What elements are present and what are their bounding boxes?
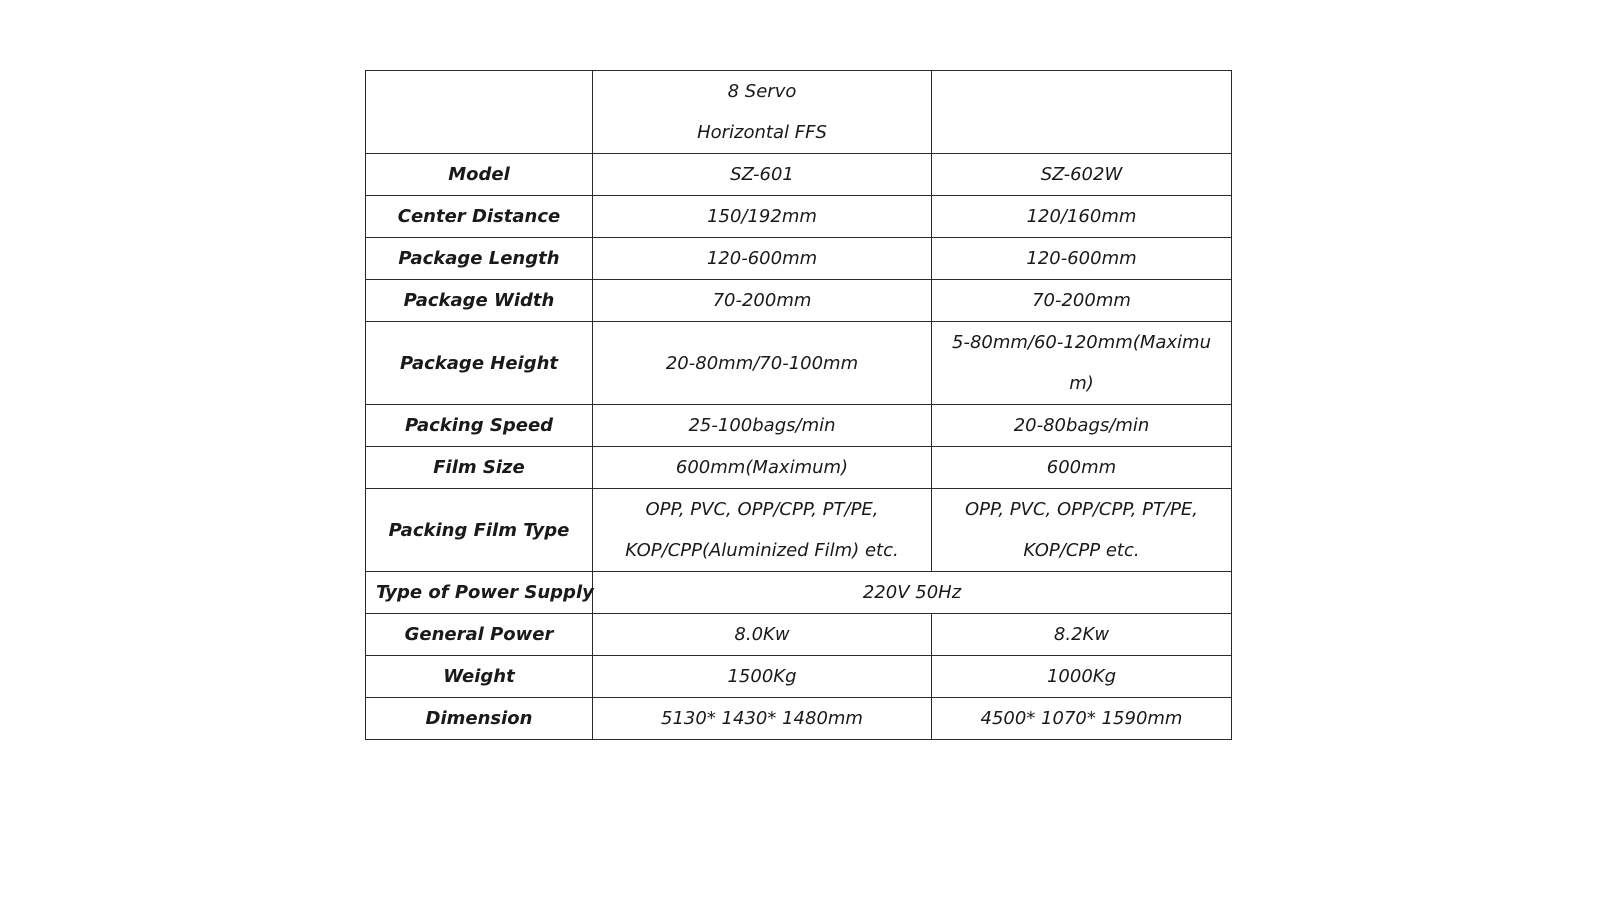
cell-value-merged: 220V 50Hz [593,572,1232,614]
table-row [366,238,1232,280]
cell-value: 70-200mm [593,280,932,322]
cell-line: KOP/CPP(Aluminized Film) etc. [625,540,899,561]
cell-value: 8.0Kw [593,614,932,656]
cell-value [932,489,1232,572]
row-label: Package Height [366,322,593,405]
cell-value: 25-100bags/min [593,405,932,447]
cell-value: 120-600mm [932,238,1232,280]
spec-table [365,70,1232,740]
cell-value: 70-200mm [932,280,1232,322]
row-label: Dimension [366,698,593,740]
cell-value: SZ-602W [932,154,1232,196]
cell-value: 4500* 1070* 1590mm [932,698,1232,740]
table-row [366,614,1232,656]
cell-value: 120-600mm [593,238,932,280]
cell-value: 20-80bags/min [932,405,1232,447]
table-row [366,405,1232,447]
cell-value: 5130* 1430* 1480mm [593,698,932,740]
table-row [366,447,1232,489]
row-label: Film Size [366,447,593,489]
table-row [366,322,1232,405]
cell-value: 120/160mm [932,196,1232,238]
cell-line: OPP, PVC, OPP/CPP, PT/PE, [964,499,1199,520]
table-row [366,572,1232,614]
row-label: Model [366,154,593,196]
cell-value [593,489,932,572]
cell-line: m) [1069,373,1094,394]
row-label: Type of Power Supply [366,572,593,614]
cell-value: SZ-601 [593,154,932,196]
cell-value: 1500Kg [593,656,932,698]
row-label: General Power [366,614,593,656]
row-label: Packing Speed [366,405,593,447]
header-line: 8 Servo [727,81,797,102]
cell-value: 20-80mm/70-100mm [593,322,932,405]
header-cell-model-a [593,71,932,154]
table-header-row [366,71,1232,154]
header-corner-cell [366,71,593,154]
row-label: Package Width [366,280,593,322]
table-row [366,489,1232,572]
table-row [366,656,1232,698]
cell-value: 600mm [932,447,1232,489]
cell-value: 600mm(Maximum) [593,447,932,489]
cell-line: KOP/CPP etc. [1023,540,1140,561]
header-cell-model-b [932,71,1232,154]
cell-value [932,322,1232,405]
row-label: Center Distance [366,196,593,238]
row-label: Weight [366,656,593,698]
cell-line: 5-80mm/60-120mm(Maximu [952,332,1211,353]
table-row [366,196,1232,238]
cell-value: 150/192mm [593,196,932,238]
table-row [366,154,1232,196]
row-label: Packing Film Type [366,489,593,572]
header-line: Horizontal FFS [697,122,827,143]
cell-line: OPP, PVC, OPP/CPP, PT/PE, [645,499,879,520]
table-row [366,280,1232,322]
table-row [366,698,1232,740]
cell-value: 1000Kg [932,656,1232,698]
cell-value: 8.2Kw [932,614,1232,656]
row-label: Package Length [366,238,593,280]
